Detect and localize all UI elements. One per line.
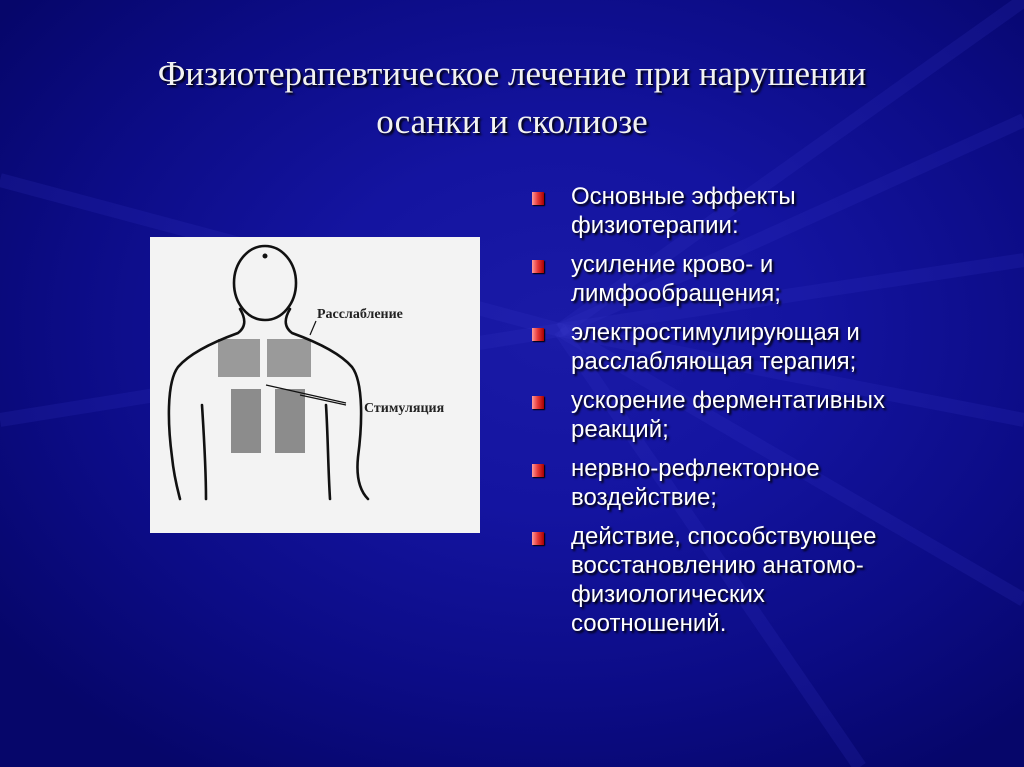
list-item — [530, 182, 1000, 240]
relaxation-pad-right — [267, 339, 311, 377]
bullet-square-icon — [532, 396, 544, 409]
list-item — [530, 386, 1000, 444]
list-item — [530, 318, 1000, 376]
relaxation-label: Расслабление — [317, 307, 403, 322]
stimulation-pad-left — [231, 389, 261, 453]
list-item-text: ускорение ферментативных — [571, 387, 885, 414]
stimulation-label: Стимуляция — [364, 401, 445, 416]
bullet-square-icon — [532, 260, 544, 273]
stimulation-pad-right — [275, 389, 305, 453]
list-item-text: физиологических — [571, 581, 765, 608]
title-line-2: осанки и сколиозе — [376, 102, 648, 141]
list-item-text: восстановлению анатомо- — [571, 552, 864, 579]
list-item-text: воздействие; — [571, 484, 717, 511]
list-item-text: соотношений. — [571, 610, 727, 637]
list-item-text: нервно-рефлекторное — [571, 455, 820, 482]
list-item — [530, 454, 1000, 512]
bullet-square-icon — [532, 192, 544, 205]
back-illustration — [150, 237, 480, 533]
list-item-text: лимфообращения; — [571, 280, 781, 307]
relaxation-pad-left — [218, 339, 260, 377]
title-line-1: Физиотерапевтическое лечение при нарушении — [157, 54, 867, 93]
list-item-text: физиотерапии: — [571, 212, 739, 239]
slide-title — [60, 50, 964, 146]
list-item-text: электростимулирующая и — [571, 319, 860, 346]
back-diagram — [150, 237, 480, 533]
bullet-square-icon — [532, 532, 544, 545]
list-item — [530, 522, 1000, 638]
list-item — [530, 250, 1000, 308]
effects-list — [530, 182, 1000, 648]
list-item-text: расслабляющая терапия; — [571, 348, 857, 375]
list-item-text: действие, способствующее — [571, 523, 877, 550]
bullet-square-icon — [532, 328, 544, 341]
list-item-text: Основные эффекты — [571, 183, 796, 210]
bullet-square-icon — [532, 464, 544, 477]
list-item-text: реакций; — [571, 416, 669, 443]
list-item-text: усиление крово- и — [571, 251, 774, 278]
